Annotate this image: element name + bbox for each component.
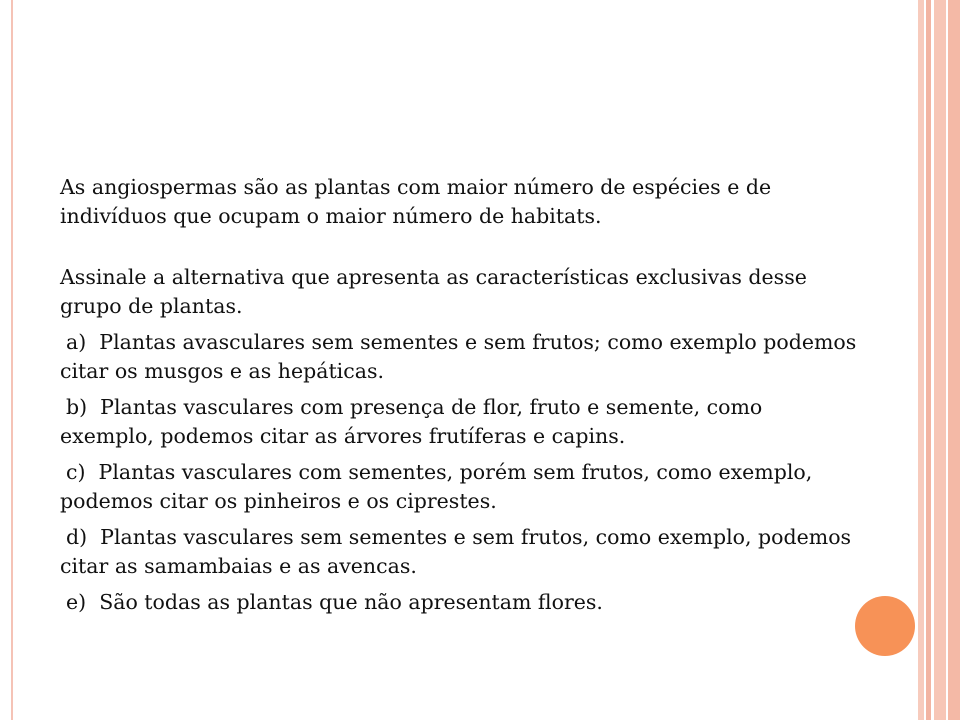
option-text: Plantas vasculares com sementes, porém sem frutos, como exemplo, podemos citar os pinheiros e os ciprestes. — [60, 460, 813, 513]
option-label: b) — [66, 395, 88, 419]
option-e — [60, 588, 860, 617]
question-paragraph: Assinale a alternativa que apresenta as características exclusivas desse grupo de plantas. — [60, 265, 807, 318]
option-label: a) — [66, 330, 87, 354]
option-d — [60, 523, 860, 581]
option-label: d) — [66, 525, 88, 549]
option-c — [60, 458, 860, 516]
left-accent-line — [11, 0, 13, 720]
slide-body — [60, 173, 860, 624]
option-label: c) — [66, 460, 86, 484]
option-label: e) — [66, 590, 87, 614]
option-a — [60, 328, 860, 386]
option-text: Plantas avasculares sem sementes e sem frutos; como exemplo podemos citar os musgos e as hepáticas. — [60, 330, 857, 383]
orange-circle-decoration — [855, 596, 915, 656]
intro-paragraph: As angiospermas são as plantas com maior número de espécies e de indivíduos que ocupam o maior número de habitats. — [60, 175, 772, 228]
right-stripe — [948, 0, 960, 720]
option-b — [60, 393, 860, 451]
option-text: Plantas vasculares com presença de flor, fruto e semente, como exemplo, podemos citar as árvores frutíferas e capins. — [60, 395, 763, 448]
right-stripe — [934, 0, 946, 720]
option-text: Plantas vasculares sem sementes e sem frutos, como exemplo, podemos citar as samambaias e as avencas. — [60, 525, 852, 578]
option-text: São todas as plantas que não apresentam flores. — [99, 590, 603, 614]
